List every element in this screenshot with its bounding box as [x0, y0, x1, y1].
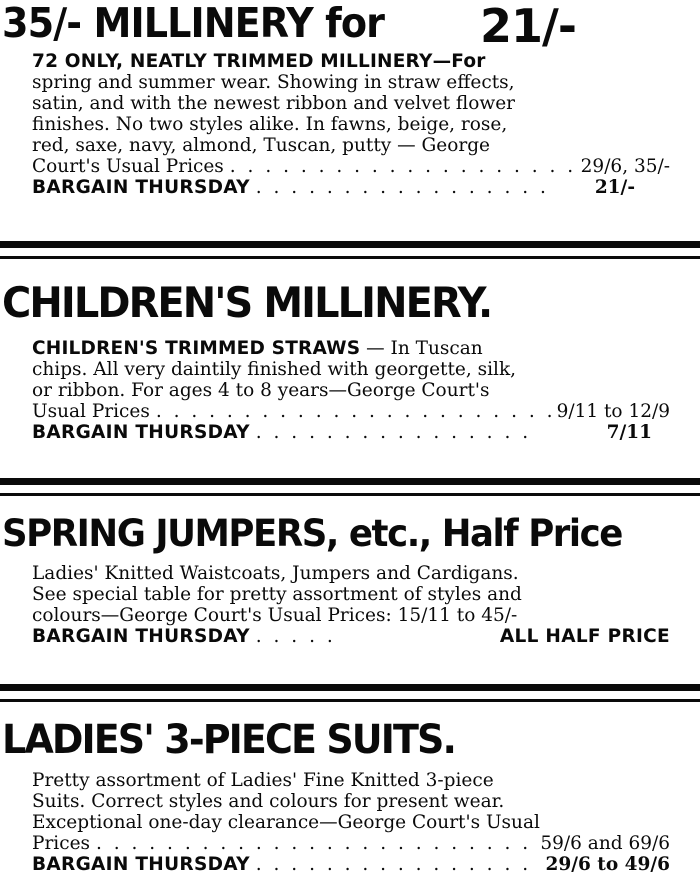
- millinery-line: spring and summer wear. Showing in straw effects,: [32, 72, 515, 93]
- suits-bargain-row: [32, 854, 670, 875]
- spring-jumpers-bargain-label: BARGAIN THURSDAY: [32, 626, 250, 647]
- childrens-usual-price: 9/11 to 12/9: [556, 401, 670, 422]
- millinery-line: red, saxe, navy, almond, Tuscan, putty — George: [32, 135, 491, 156]
- leader-dots: [96, 833, 534, 854]
- section-divider: [0, 241, 700, 248]
- spring-jumpers-line: colours—George Court's Usual Prices: 15/11 to 45/-: [32, 605, 518, 626]
- childrens-bargain-label: BARGAIN THURSDAY: [32, 422, 250, 443]
- millinery-bargain-label: BARGAIN THURSDAY: [32, 177, 250, 198]
- section-divider-thin: [0, 699, 700, 702]
- section-divider: [0, 684, 700, 691]
- childrens-usual-label: Usual Prices: [32, 401, 150, 422]
- childrens-line: or ribbon. For ages 4 to 8 years—George Court's: [32, 380, 490, 401]
- suits-usual-price: 59/6 and 69/6: [540, 833, 670, 854]
- millinery-headline: [2, 0, 413, 47]
- millinery-headline-price: 21/-: [480, 0, 576, 53]
- millinery-lead-line: [32, 51, 670, 72]
- leader-dots: [156, 401, 551, 422]
- childrens-millinery-headline: CHILDREN'S MILLINERY.: [2, 278, 492, 327]
- suits-bargain-label: BARGAIN THURSDAY: [32, 854, 250, 875]
- childrens-bargain-row: [32, 422, 670, 443]
- spring-jumpers-line: Ladies' Knitted Waistcoats, Jumpers and Cardigans.: [32, 563, 519, 584]
- suits-usual-prices-row: [32, 833, 670, 854]
- spring-jumpers-body: [32, 563, 670, 647]
- millinery-line: satin, and with the newest ribbon and velvet flower: [32, 93, 516, 114]
- leader-dots: [230, 156, 575, 177]
- spring-jumpers-section: [0, 505, 700, 680]
- millinery-bargain-row: [32, 177, 670, 198]
- spring-jumpers-bargain-row: [32, 626, 670, 647]
- childrens-lead: CHILDREN'S TRIMMED STRAWS: [32, 338, 361, 359]
- leader-dots: [256, 626, 336, 647]
- section-divider-thin: [0, 256, 700, 259]
- childrens-lead-tail: — In Tuscan: [360, 338, 483, 359]
- spring-jumpers-headline: SPRING JUMPERS, etc., Half Price: [2, 512, 622, 555]
- millinery-lead-tail: —For: [432, 51, 486, 72]
- suits-usual-label: Prices: [32, 833, 91, 854]
- leader-dots: [256, 854, 540, 875]
- spring-jumpers-line: See special table for pretty assortment of styles and: [32, 584, 522, 605]
- childrens-lead-line: [32, 338, 670, 359]
- millinery-bargain-price: 21/-: [594, 177, 635, 198]
- three-piece-suits-headline: LADIES' 3-PIECE SUITS.: [2, 717, 456, 763]
- millinery-usual-price: 29/6, 35/-: [580, 156, 670, 177]
- section-divider-thin: [0, 493, 700, 496]
- millinery-usual-prices-row: [32, 156, 670, 177]
- section-divider: [0, 478, 700, 485]
- suits-line: Exceptional one-day clearance—George Court's Usual: [32, 812, 540, 833]
- spring-jumpers-bargain-price: ALL HALF PRICE: [499, 626, 670, 647]
- millinery-body: [32, 51, 670, 198]
- suits-line: Pretty assortment of Ladies' Fine Knitted 3-piece: [32, 770, 494, 791]
- millinery-lead: 72 ONLY, NEATLY TRIMMED MILLINERY: [32, 51, 433, 72]
- childrens-bargain-price: 7/11: [606, 422, 652, 443]
- three-piece-suits-body: [32, 770, 670, 875]
- millinery-section: [0, 0, 700, 240]
- childrens-millinery-body: [32, 338, 670, 443]
- leader-dots: [256, 177, 555, 198]
- three-piece-suits-section: [0, 708, 700, 896]
- leader-dots: [256, 422, 537, 443]
- childrens-line: chips. All very daintily finished with georgette, silk,: [32, 359, 517, 380]
- millinery-line: finishes. No two styles alike. In fawns, beige, rose,: [32, 114, 508, 135]
- millinery-usual-label: Court's Usual Prices: [32, 156, 224, 177]
- millinery-headline-text: 35/- MILLINERY for: [2, 0, 384, 47]
- childrens-millinery-section: [0, 268, 700, 473]
- suits-bargain-price: 29/6 to 49/6: [545, 854, 670, 875]
- suits-line: Suits. Correct styles and colours for present wear.: [32, 791, 505, 812]
- childrens-usual-prices-row: [32, 401, 670, 422]
